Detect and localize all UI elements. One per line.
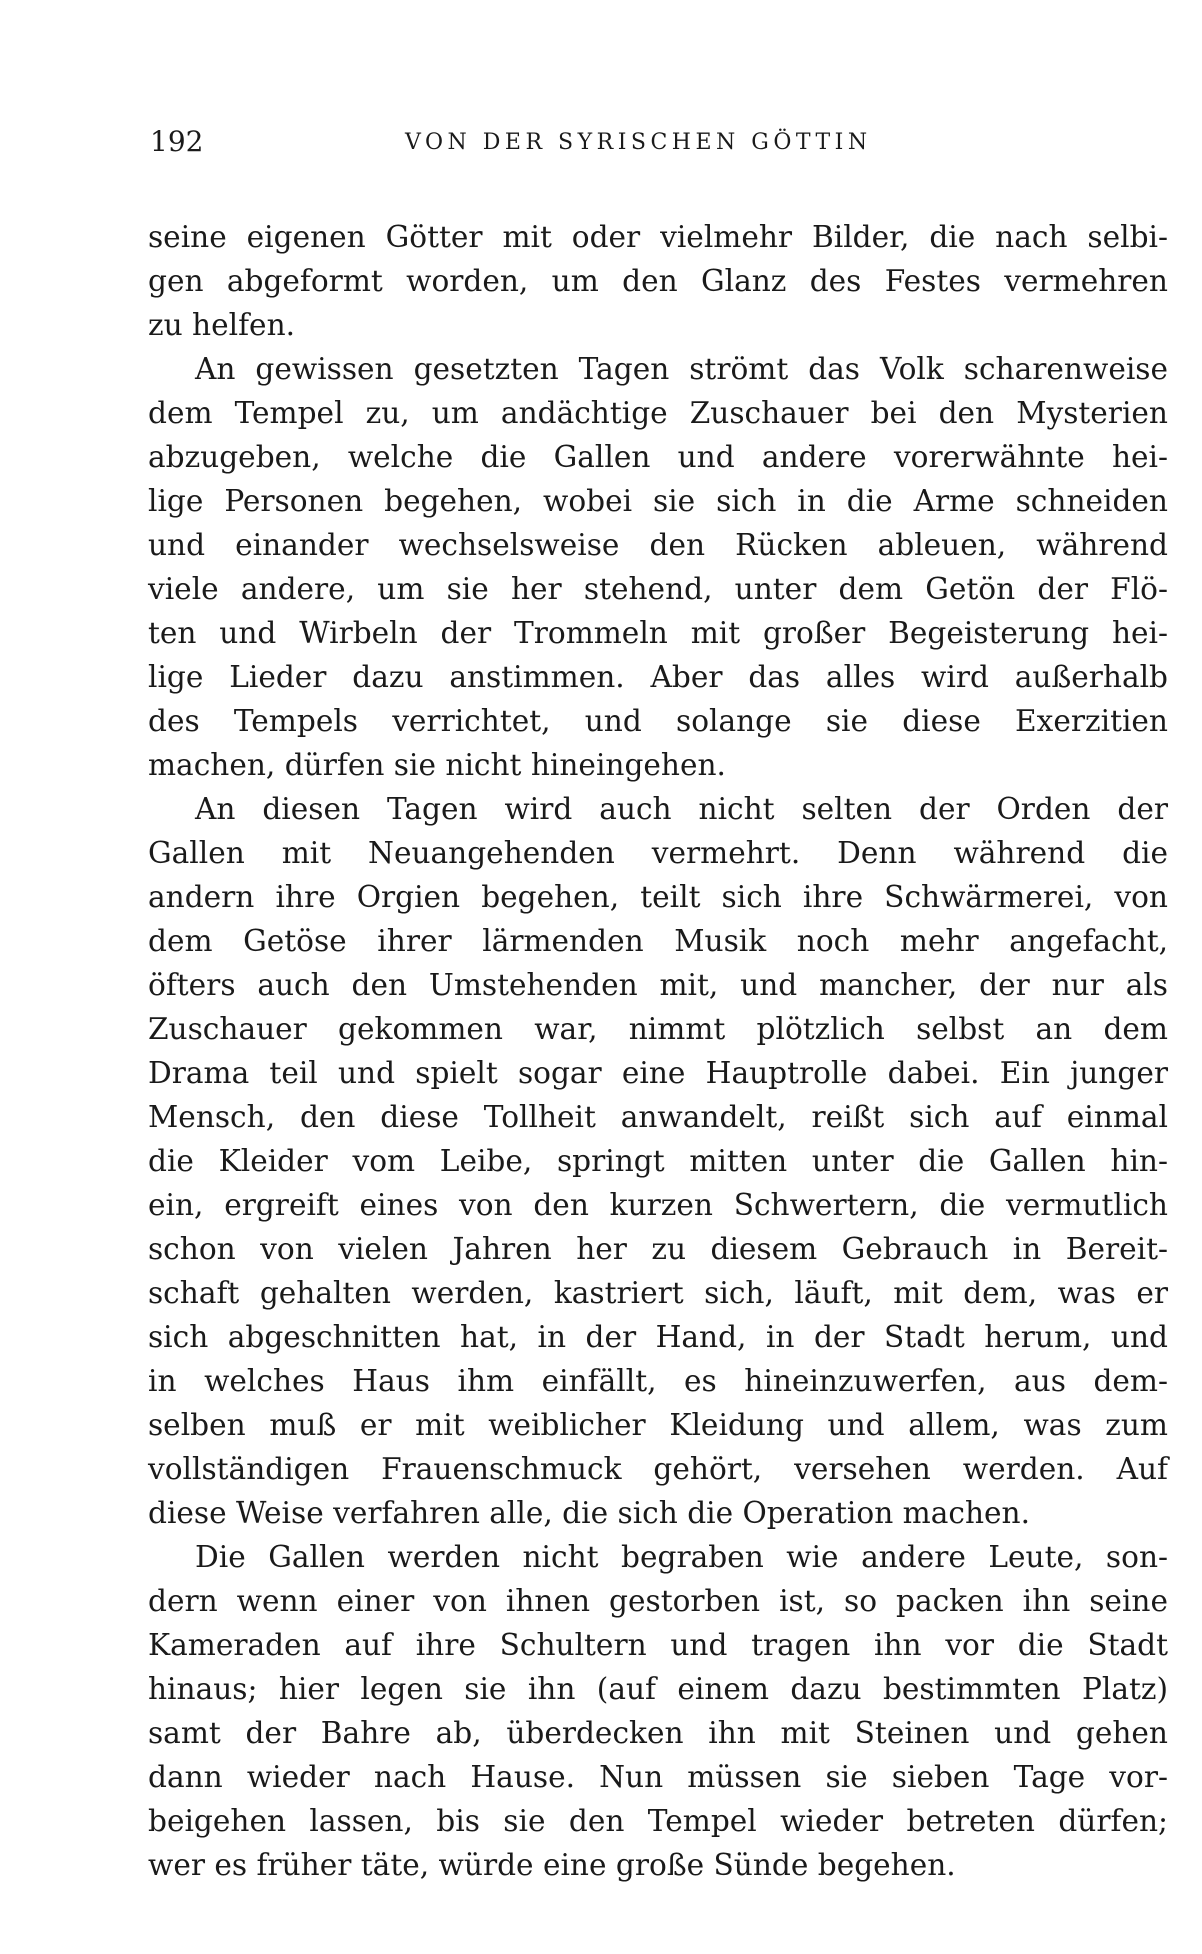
text-line: Mensch, den diese Tollheit anwandelt, reißt sich auf einmal — [148, 1100, 1168, 1134]
text-line: die Kleider vom Leibe, springt mitten unter die Gallen hin- — [148, 1144, 1168, 1178]
paragraph-1 — [148, 215, 1168, 347]
text-line: hinaus; hier legen sie ihn (auf einem dazu bestimmten Platz) — [148, 1672, 1168, 1706]
text-line: seine eigenen Götter mit oder vielmehr Bilder, die nach selbi- — [148, 220, 1168, 254]
text-line: diese Weise verfahren alle, die sich die Operation machen. — [148, 1496, 1031, 1530]
text-line: beigehen lassen, bis sie den Tempel wieder betreten dürfen; — [148, 1804, 1168, 1838]
text-line: schaft gehalten werden, kastriert sich, läuft, mit dem, was er — [148, 1276, 1168, 1310]
text-line: abzugeben, welche die Gallen und andere vorerwähnte hei- — [148, 440, 1168, 474]
text-line: An gewissen gesetzten Tagen strömt das Volk scharenweise — [195, 352, 1168, 386]
text-line: dann wieder nach Hause. Nun müssen sie sieben Tage vor- — [148, 1760, 1168, 1794]
text-line: wer es früher täte, würde eine große Sünde begehen. — [148, 1848, 956, 1882]
running-title: VON DER SYRISCHEN GÖTTIN — [405, 130, 872, 155]
paragraph-4 — [148, 1535, 1168, 1887]
text-line: viele andere, um sie her stehend, unter dem Getön der Flö- — [148, 572, 1168, 606]
text-line: lige Lieder dazu anstimmen. Aber das alles wird außerhalb — [148, 660, 1168, 694]
text-line: öfters auch den Umstehenden mit, und mancher, der nur als — [148, 968, 1168, 1002]
text-line: vollständigen Frauenschmuck gehört, versehen werden. Auf — [148, 1452, 1168, 1486]
text-line: An diesen Tagen wird auch nicht selten der Orden der — [195, 792, 1168, 826]
text-line: selben muß er mit weiblicher Kleidung und allem, was zum — [148, 1408, 1168, 1442]
text-line: ein, ergreift eines von den kurzen Schwertern, die vermutlich — [148, 1188, 1168, 1222]
text-line: dem Getöse ihrer lärmenden Musik noch mehr angefacht, — [148, 924, 1168, 958]
text-line: Kameraden auf ihre Schultern und tragen ihn vor die Stadt — [148, 1628, 1168, 1662]
text-line: Die Gallen werden nicht begraben wie andere Leute, son- — [195, 1540, 1168, 1574]
text-line: machen, dürfen sie nicht hineingehen. — [148, 748, 726, 782]
text-line: dern wenn einer von ihnen gestorben ist, so packen ihn seine — [148, 1584, 1168, 1618]
text-line: in welches Haus ihm einfällt, es hineinzuwerfen, aus dem- — [148, 1364, 1168, 1398]
text-line: ten und Wirbeln der Trommeln mit großer Begeisterung hei- — [148, 616, 1168, 650]
text-line: andern ihre Orgien begehen, teilt sich ihre Schwärmerei, von — [148, 880, 1168, 914]
page-number: 192 — [150, 125, 204, 158]
text-line: lige Personen begehen, wobei sie sich in die Arme schneiden — [148, 484, 1168, 518]
paragraph-2 — [148, 347, 1168, 787]
text-line: Zuschauer gekommen war, nimmt plötzlich selbst an dem — [148, 1012, 1168, 1046]
text-line: Gallen mit Neuangehenden vermehrt. Denn während die — [148, 836, 1168, 870]
text-line: dem Tempel zu, um andächtige Zuschauer bei den Mysterien — [148, 396, 1168, 430]
text-line: gen abgeformt worden, um den Glanz des Festes vermehren — [148, 264, 1168, 298]
text-line: schon von vielen Jahren her zu diesem Gebrauch in Bereit- — [148, 1232, 1168, 1266]
body-text — [148, 215, 1168, 1887]
text-line: Drama teil und spielt sogar eine Hauptrolle dabei. Ein junger — [148, 1056, 1168, 1090]
text-line: und einander wechselsweise den Rücken ableuen, während — [148, 528, 1168, 562]
text-line: des Tempels verrichtet, und solange sie diese Exerzitien — [148, 704, 1168, 738]
text-line: samt der Bahre ab, überdecken ihn mit Steinen und gehen — [148, 1716, 1168, 1750]
text-line: sich abgeschnitten hat, in der Hand, in der Stadt herum, und — [148, 1320, 1168, 1354]
text-line: zu helfen. — [148, 308, 296, 342]
running-head — [150, 125, 910, 165]
paragraph-3 — [148, 787, 1168, 1535]
